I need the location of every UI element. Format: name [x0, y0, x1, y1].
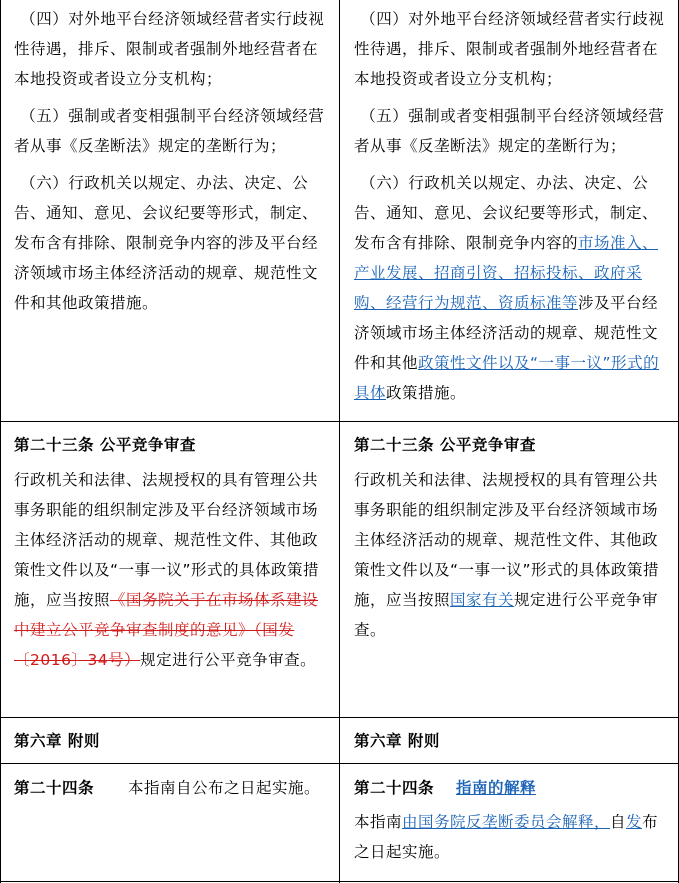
- right-cell-article-24: [354, 773, 668, 867]
- right-article-24-text-c: 布之日起实施。: [354, 813, 659, 861]
- left-article-24: [14, 773, 328, 803]
- inserted-text: 国家有关: [450, 591, 515, 609]
- left-item-4: （四）对外地平台经济领域经营者实行歧视性待遇，排斥、限制或者强制外地经营者在本地投资或者设立分支机构；: [14, 10, 325, 88]
- right-item-5: （五）强制或者变相强制平台经济领域经营者从事《反垄断法》规定的垄断行为；: [354, 107, 665, 155]
- right-article-23-text-b: 规定进行公平竞争审查。: [354, 591, 659, 639]
- left-cell-chapter-6: [14, 726, 328, 756]
- right-article-24-text-a: 本指南: [354, 813, 403, 831]
- right-item-6-text-a: （六）行政机关以规定、办法、决定、公告、通知、意见、会议纪要等形式，制定、发布含有排除、限制竞争内容的: [354, 174, 659, 252]
- right-article-23-body: [354, 465, 668, 645]
- row-divider: [0, 421, 679, 422]
- right-item-4: （四）对外地平台经济领域经营者实行歧视性待遇，排斥、限制或者强制外地经营者在本地投资或者设立分支机构；: [354, 10, 665, 88]
- row-divider: [0, 881, 679, 882]
- right-article-24-heading: [354, 773, 668, 803]
- left-item-6: （六）行政机关以规定、办法、决定、公告、通知、意见、会议纪要等形式，制定、发布含有排除、限制竞争内容的涉及平台经济领域市场主体经济活动的规章、规范性文件和其他政策措施。: [14, 174, 319, 312]
- right-cell-chapter-6: [354, 726, 668, 756]
- left-article-23-text-b: 规定进行公平竞争审查。: [140, 651, 317, 669]
- inserted-text: 发: [626, 813, 643, 831]
- row-divider: [0, 717, 679, 718]
- column-divider: [339, 0, 340, 883]
- right-article-24-title: 第二十四条: [354, 779, 435, 797]
- left-article-23-text-a: 行政机关和法律、法规授权的具有管理公共事务职能的组织制定涉及平台经济领域市场主体经济活动的规章、规范性文件、其他政策性文件以及“一事一议”形式的具体政策措施，应当按照: [14, 471, 320, 609]
- left-cell-article-23: [14, 430, 328, 675]
- left-article-24-title: 第二十四条: [14, 779, 95, 797]
- inserted-text: 指南的解释: [456, 779, 537, 797]
- left-article-23-title: 第二十三条 公平竞争审查: [14, 436, 196, 454]
- left-chapter-6-title: 第六章 附则: [14, 732, 100, 750]
- right-cell-article-23: [354, 430, 668, 645]
- left-cell-items: [14, 4, 328, 318]
- inserted-text: 由国务院反垄断委员会解释，: [402, 813, 611, 831]
- left-item-5: （五）强制或者变相强制平台经济领域经营者从事《反垄断法》规定的垄断行为；: [14, 107, 325, 155]
- inserted-text: 政策性文件以及“一事一议”形式的具体: [354, 354, 660, 402]
- left-article-24-body: 本指南自公布之日起实施。: [128, 779, 321, 797]
- right-item-6-text-b: 涉及平台经济领域市场主体经济活动的规章、规范性文件和其他: [354, 294, 659, 372]
- right-chapter-6-title: 第六章 附则: [354, 732, 440, 750]
- left-article-23-body: [14, 465, 328, 675]
- right-article-24-text-b: 自: [610, 813, 627, 831]
- right-article-23-text-a: 行政机关和法律、法规授权的具有管理公共事务职能的组织制定涉及平台经济领域市场主体经济活动的规章、规范性文件、其他政策性文件以及“一事一议”形式的具体政策措施，应当按照: [354, 471, 660, 609]
- right-cell-items: [354, 4, 668, 408]
- right-item-6-text-c: 政策措施。: [386, 384, 467, 402]
- deleted-text: 《国务院关于在市场体系建设中建立公平竞争审查制度的意见》（国发〔2016〕34号）: [14, 591, 319, 669]
- right-item-6: [354, 168, 668, 408]
- right-article-23-title: 第二十三条 公平竞争审查: [354, 436, 536, 454]
- left-cell-article-24: [14, 773, 328, 803]
- right-article-24-body: [354, 807, 668, 867]
- inserted-text: 市场准入、产业发展、招商引资、招标投标、政府采购、经营行为规范、资质标准等: [354, 234, 659, 312]
- row-divider: [0, 763, 679, 764]
